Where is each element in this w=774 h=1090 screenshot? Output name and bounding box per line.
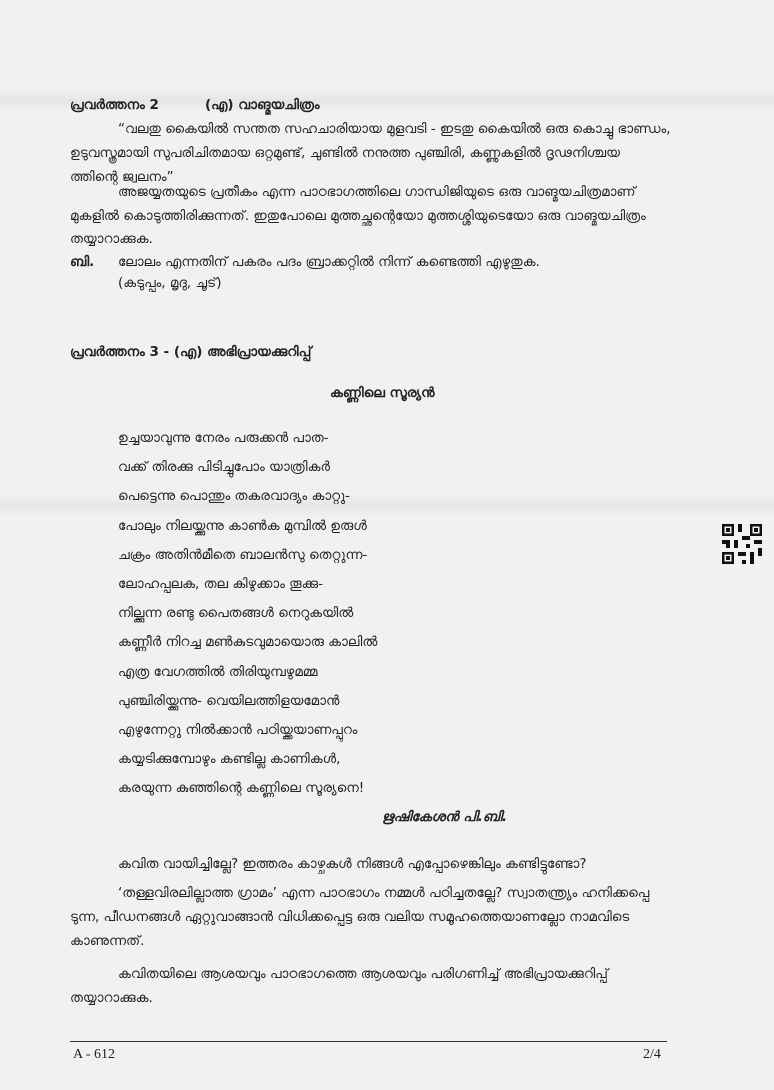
task-line: കവിതയിലെ ആശയവും പാഠഭാഗത്തെ ആശയവും പരിഗണിച്ച് അഭിപ്രായക്കുറിപ്പ് <box>118 966 608 982</box>
scan-shade <box>0 495 774 517</box>
footer-divider <box>70 1041 667 1042</box>
poem-line: കയ്യടിക്കുമ്പോഴും കണ്ടില്ല കാണികൾ, <box>118 751 341 768</box>
poem-line: എത്ര വേഗത്തിൽ തിരിയുമ്പഴുമമ്മ <box>118 663 318 680</box>
instruction-line: അജയ്യതയുടെ പ്രതീകം എന്ന പാഠഭാഗത്തിലെ ഗാന്ധിജിയുടെ ഒരു വാങ്മയചിത്രമാണ് <box>118 184 636 200</box>
question-2-line: ‘തള്ളവിരലില്ലാത്ത ഗ്രാമം’ എന്ന പാഠഭാഗം നമ്മൾ പഠിച്ചതല്ലേ? സ്വാതന്ത്ര്യം ഹനിക്കപ്പെ <box>118 885 650 901</box>
activity3-heading: പ്രവർത്തനം 3 - (എ) അഭിപ്രായക്കുറിപ്പ് <box>70 344 312 360</box>
question-b-text: ലോലം എന്നതിന് പകരം പദം ബ്രാക്കറ്റിൽ നിന്ന് കണ്ടെത്തി എഴുതുക. <box>118 254 540 270</box>
quote-line: ത്തിന്റെ ജ്വലനം” <box>70 169 174 185</box>
poem-line: പോലും നിലയ്ക്കുന്നു കാൺക മുമ്പിൽ ഉരുൾ <box>118 517 367 534</box>
question-1: കവിത വായിച്ചില്ലേ? ഇത്തരം കാഴ്ചകൾ നിങ്ങൾ എപ്പോഴെങ്കിലും കണ്ടിട്ടുണ്ടോ? <box>118 856 587 872</box>
question-2-line: കാണുന്നത്. <box>70 933 145 949</box>
instruction-line: തയ്യാറാക്കുക. <box>70 231 153 247</box>
poem-line: കരയുന്ന കുഞ്ഞിന്റെ കണ്ണിലെ സൂര്യനെ! <box>118 780 365 797</box>
poem-line: ലോഹപ്പലക, തല കിഴുക്കാം തൂക്കു- <box>118 576 323 592</box>
poem-line: പുഞ്ചിരിയ്ക്കുന്നു- വെയിലത്തിളയമോൻ <box>118 692 340 709</box>
poem-line: വക്ക് തിരക്കു പിടിച്ചുപോം യാത്രികർ <box>118 459 330 476</box>
instruction-line: മുകളിൽ കൊടുത്തിരിക്കുന്നത്. ഇതുപോലെ മുത്തച്ഛന്റെയോ മുത്തശ്ശിയുടെയോ ഒരു വാങ്മയചിത്രം <box>70 208 646 224</box>
poem-line: ചക്രം അതിൻമീതെ ബാലൻസു തെറ്റുന്ന- <box>118 546 368 563</box>
question-b-options: (കടുപ്പം, മൃദു, ചൂട്) <box>118 275 222 291</box>
activity2-subheading: (എ) വാങ്മയചിത്രം <box>205 97 320 113</box>
poet-name: ഋഷികേശൻ പി.ബി. <box>382 809 508 825</box>
page-number: 2/4 <box>643 1047 661 1062</box>
poem-line: ഉച്ചയാവുന്നു നേരം പരുക്കൻ പാത- <box>118 430 329 446</box>
poem-title: കണ്ണിലെ സൂര്യൻ <box>330 385 435 401</box>
paper-code: A - 612 <box>73 1047 115 1062</box>
poem-line: പെട്ടെന്നു പൊന്തും തകരവാദ്യം കാറ്റു- <box>118 488 351 505</box>
qr-code-icon <box>722 524 762 564</box>
question-2-line: ടുന്ന, പീഡനങ്ങൾ ഏറ്റുവാങ്ങാൻ വിധിക്കപ്പെട്ട ഒരു വലിയ സമൂഹത്തെയാണല്ലോ നാമവിടെ <box>70 909 630 925</box>
activity2-heading: പ്രവർത്തനം 2 <box>70 97 159 113</box>
quote-line: “വലതു കൈയിൽ സന്തത സഹചാരിയായ മുളവടി - ഇടതു കൈയിൽ ഒരു കൊച്ചു ഭാണ്ഡം, <box>118 121 671 137</box>
poem-line: കണ്ണീർ നിറച്ച മൺകുടവുമായൊരു കാലിൽ <box>118 634 378 651</box>
quote-line: ഉടുവസ്ത്രമായി സുപരിചിതമായ ഒറ്റമുണ്ട്, ചുണ്ടിൽ നനുത്ത പുഞ്ചിരി, കണ്ണുകളിൽ ദൃഢനിശ്ചയ <box>70 145 620 161</box>
poem-line: എഴുന്നേറ്റു നിൽക്കാൻ പഠിയ്ക്കയാണപ്പുറം <box>118 722 358 738</box>
poem-line: നില്ക്കുന്ന രണ്ടു പൈതങ്ങൾ നെറുകയിൽ <box>118 605 354 622</box>
task-line: തയ്യാറാക്കുക. <box>70 990 153 1006</box>
question-b-label: ബി. <box>70 254 95 270</box>
